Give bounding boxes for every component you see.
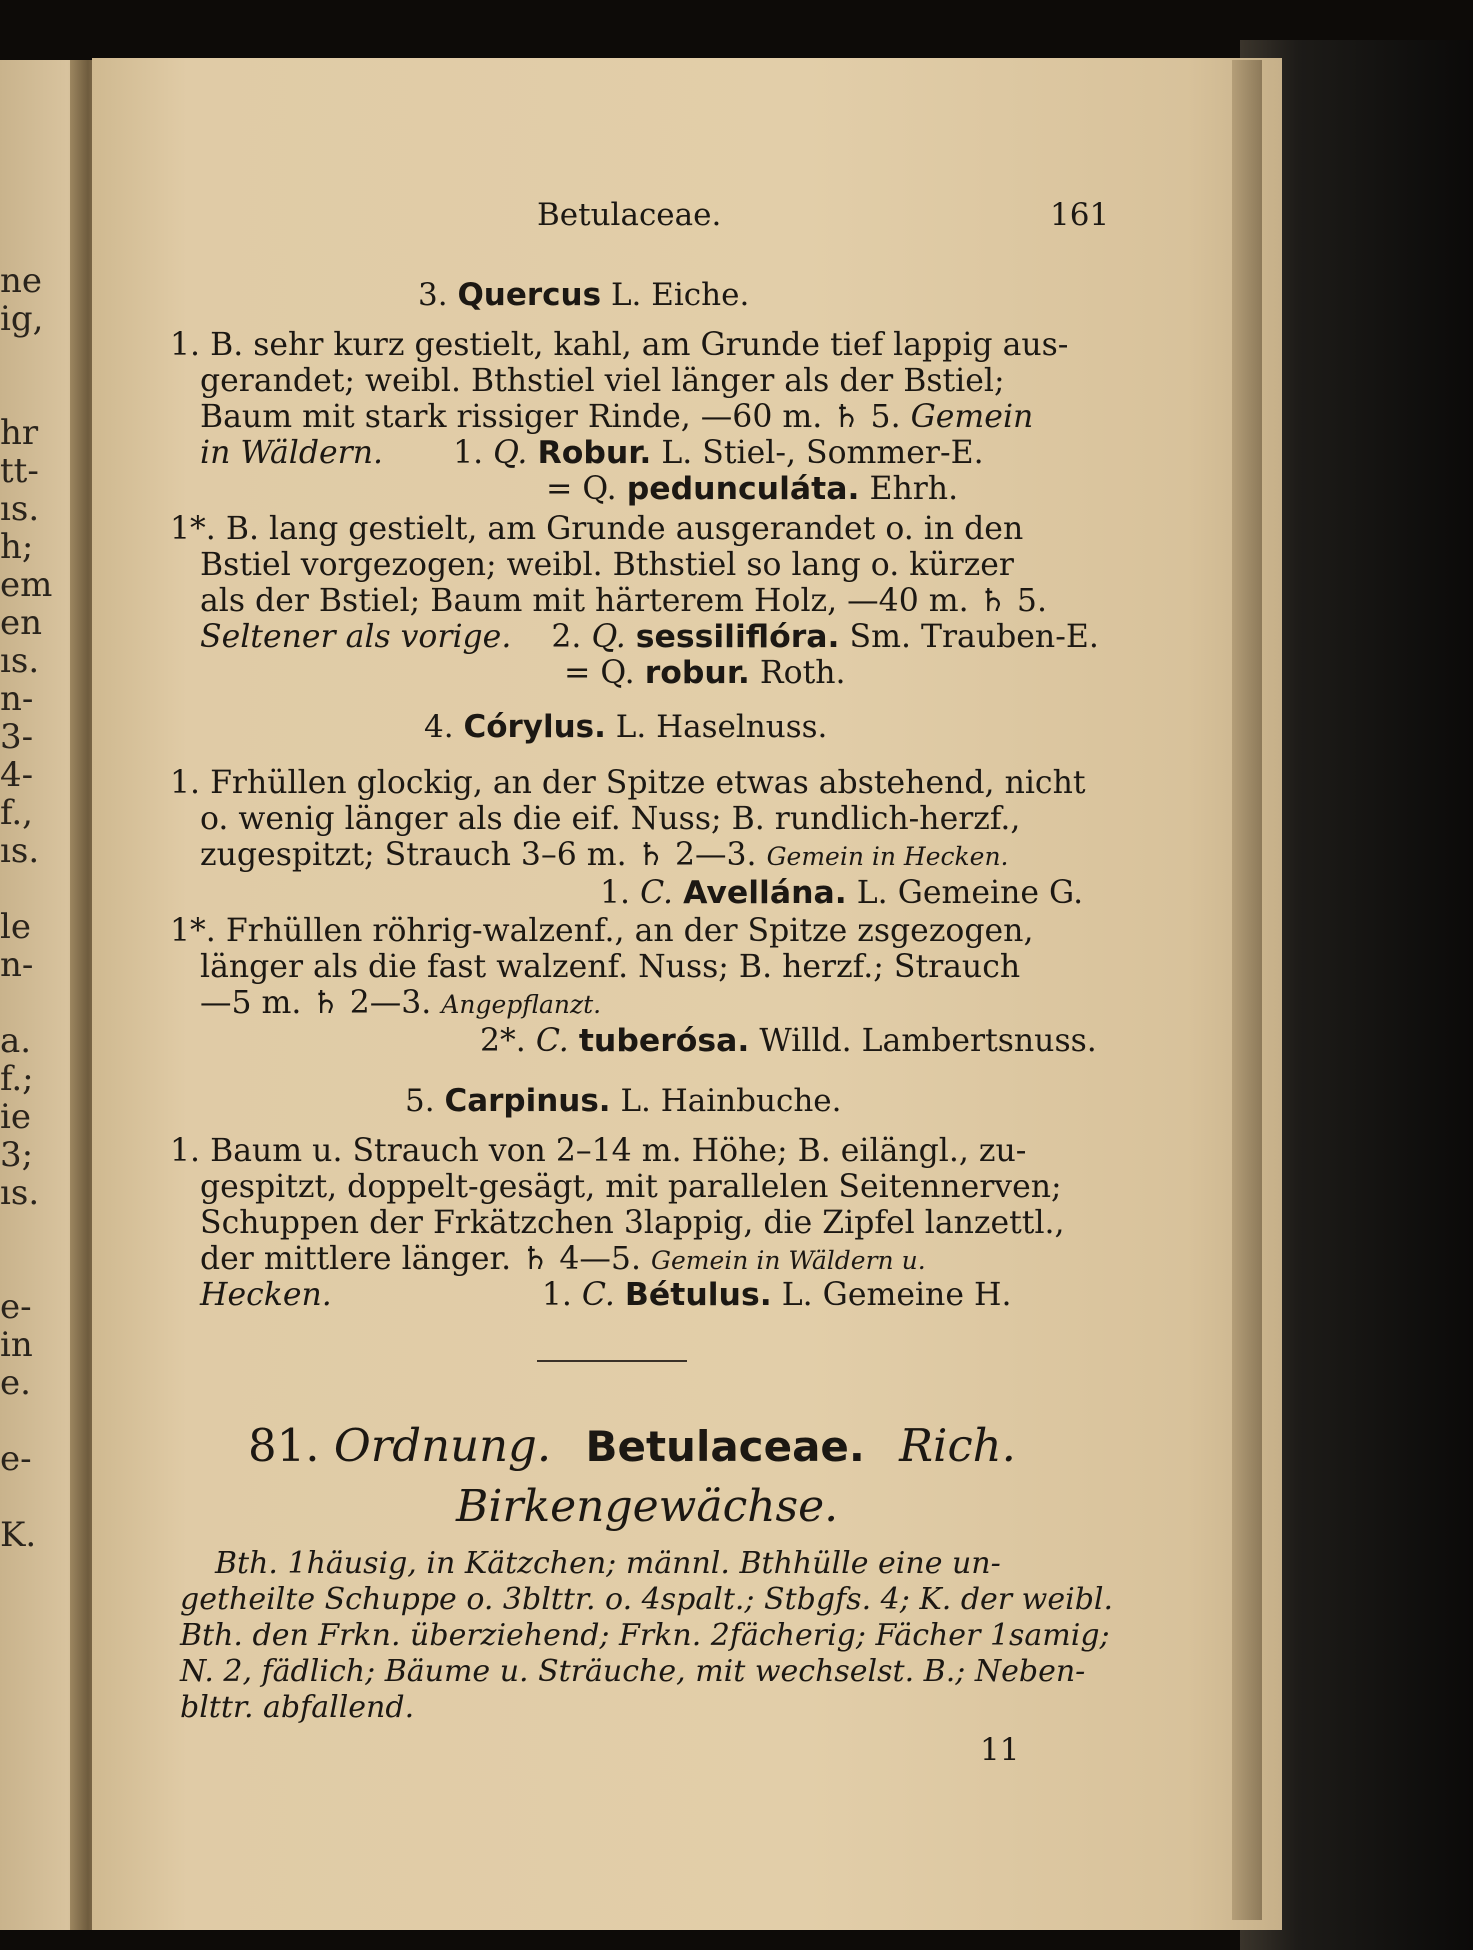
- corylus-line-7: —5 m. ♄ 2—3. Angepflanzt.: [200, 985, 602, 1021]
- quercus-line-1: 1. B. sehr kurz gestielt, kahl, am Grunde tief lappig aus-: [170, 327, 1069, 363]
- signature-mark: 11: [980, 1732, 1020, 1768]
- left-margin-fragment: en: [0, 603, 43, 643]
- left-margin-fragment: n-: [0, 679, 34, 719]
- left-margin-fragment: n-: [0, 945, 34, 985]
- left-margin-fragment: [0, 1212, 80, 1250]
- left-margin-fragment: [0, 984, 80, 1022]
- order-german-name: Birkengewächse.: [456, 1481, 839, 1532]
- left-margin-fragment: [0, 1250, 80, 1288]
- carpinus-line-3: Schuppen der Frkätzchen 3lappig, die Zipfel lanzettl.,: [200, 1205, 1065, 1241]
- left-margin-fragment: ıs.: [0, 831, 40, 871]
- left-margin-fragment: K.: [0, 1515, 37, 1555]
- left-margin-fragment: ie: [0, 1097, 31, 1137]
- left-margin-fragment: a.: [0, 1021, 32, 1061]
- quercus-line-8: als der Bstiel; Baum mit härterem Holz, —40 m. ♄ 5.: [200, 583, 1047, 619]
- left-margin-fragment: e-: [0, 1439, 32, 1479]
- left-margin-fragment: [0, 1478, 80, 1516]
- left-margin-fragment: ig,: [0, 299, 44, 339]
- corylus-line-4: 1. C. Avellána. L. Gemeine G.: [600, 875, 1084, 911]
- left-margin-fragment: tt-: [0, 451, 39, 491]
- quercus-line-7: Bstiel vorgezogen; weibl. Bthstiel so lang o. kürzer: [200, 547, 1014, 583]
- left-margin-fragment: e.: [0, 1363, 31, 1403]
- section-divider-rule: [537, 1360, 687, 1362]
- page-edge: [1232, 60, 1262, 1920]
- corylus-line-3: zugespitzt; Strauch 3–6 m. ♄ 2—3. Gemein in Hecken.: [200, 837, 1009, 873]
- order-heading: 81. Ordnung. Betulaceae. Rich.: [248, 1419, 1016, 1472]
- quercus-line-6: 1*. B. lang gestielt, am Grunde ausgerandet o. in den: [170, 511, 1024, 547]
- left-margin-fragment: em: [0, 565, 53, 605]
- corylus-line-1: 1. Frhüllen glockig, an der Spitze etwas abstehend, nicht: [170, 765, 1086, 801]
- left-margin-fragment: ne: [0, 261, 43, 301]
- left-margin-fragment: 4-: [0, 755, 34, 795]
- left-margin-fragment: [0, 1402, 80, 1440]
- left-margin-fragment: [0, 338, 80, 376]
- quercus-synonym-2: = Q. robur. Roth.: [564, 655, 846, 691]
- carpinus-line-2: gespitzt, doppelt-gesägt, mit parallelen Seitennerven;: [200, 1169, 1062, 1205]
- quercus-line-3: Baum mit stark rissiger Rinde, —60 m. ♄ 5. Gemein: [200, 399, 1034, 435]
- carpinus-line-1: 1. Baum u. Strauch von 2–14 m. Höhe; B. eilängl., zu-: [170, 1133, 1027, 1169]
- running-head-title: Betulaceae.: [537, 197, 722, 233]
- corylus-line-6: länger als die fast walzenf. Nuss; B. herzf.; Strauch: [200, 949, 1021, 985]
- left-margin-fragment: hr: [0, 413, 39, 453]
- left-margin-fragment: in: [0, 1325, 33, 1365]
- carpinus-line-5: Hecken. 1. C. Bétulus. L. Gemeine H.: [200, 1277, 1012, 1313]
- corylus-line-2: o. wenig länger als die eif. Nuss; B. rundlich-herzf.,: [200, 801, 1021, 837]
- carpinus-line-4: der mittlere länger. ♄ 4—5. Gemein in Wäldern u.: [200, 1241, 926, 1277]
- corylus-line-8: 2*. C. tuberósa. Willd. Lambertsnuss.: [480, 1023, 1097, 1059]
- left-page-text-edge: [0, 262, 80, 1554]
- left-margin-fragment: 3-: [0, 717, 34, 757]
- quercus-heading: 3. Quercus L. Eiche.: [418, 277, 750, 313]
- quercus-line-4: in Wäldern. 1. Q. Robur. L. Stiel-, Sommer-E.: [200, 435, 984, 471]
- left-margin-fragment: e-: [0, 1287, 32, 1327]
- order-description-3: Bth. den Frkn. überziehend; Frkn. 2fächerig; Fächer 1samig;: [180, 1618, 1110, 1653]
- left-margin-fragment: [0, 870, 80, 908]
- left-margin-fragment: f.,: [0, 793, 33, 833]
- carpinus-heading: 5. Carpinus. L. Hainbuche.: [405, 1083, 842, 1119]
- left-margin-fragment: ıs.: [0, 1173, 40, 1213]
- order-description-4: N. 2, fädlich; Bäume u. Sträuche, mit wechselst. B.; Neben-: [180, 1654, 1086, 1689]
- left-margin-fragment: 3;: [0, 1135, 34, 1175]
- left-margin-fragment: le: [0, 907, 31, 947]
- left-margin-fragment: [0, 376, 80, 414]
- left-margin-fragment: h;: [0, 527, 34, 567]
- page-number: 161: [1050, 197, 1110, 233]
- left-margin-fragment: ıs.: [0, 489, 40, 529]
- order-description-5: blttr. abfallend.: [180, 1690, 415, 1725]
- corylus-line-5: 1*. Frhüllen röhrig-walzenf., an der Spitze zsgezogen,: [170, 913, 1034, 949]
- order-description-1: Bth. 1häusig, in Kätzchen; männl. Bthhülle eine un-: [215, 1546, 1001, 1581]
- quercus-synonym-1: = Q. pedunculáta. Ehrh.: [546, 471, 959, 507]
- quercus-line-9: Seltener als vorige. 2. Q. sessiliflóra. Sm. Trauben-E.: [200, 619, 1099, 655]
- quercus-line-2: gerandet; weibl. Bthstiel viel länger als der Bstiel;: [200, 363, 1005, 399]
- corylus-heading: 4. Córylus. L. Haselnuss.: [424, 709, 828, 745]
- left-margin-fragment: f.;: [0, 1059, 34, 1099]
- left-margin-fragment: ıs.: [0, 641, 40, 681]
- order-description-2: getheilte Schuppe o. 3blttr. o. 4spalt.; Stbgfs. 4; K. der weibl.: [180, 1582, 1114, 1617]
